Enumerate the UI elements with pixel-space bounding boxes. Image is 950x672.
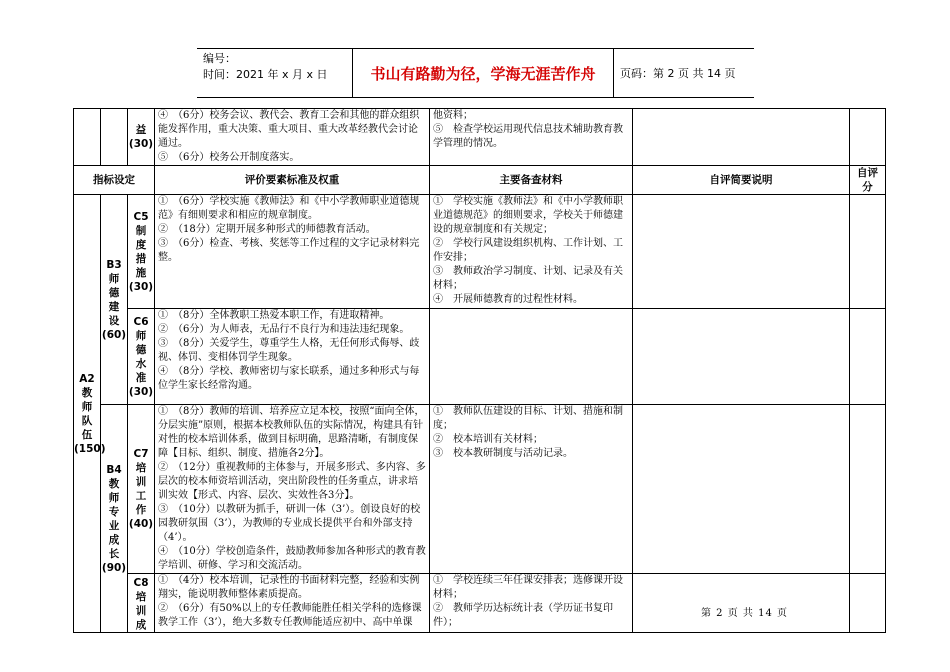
b4-label: B4 教 师 专 业 成 长 (90) [101,405,128,633]
self-eval-cell [633,109,850,166]
time-label: 时间：2021 年 x 月 x 日 [203,68,328,81]
c7-label: C7 培 训 工 作 (40) [128,405,155,574]
c-label-continued: 益 (30) [128,109,155,166]
page-footer: 第 2 页 共 14 页 [701,608,788,619]
evaluation-table [73,108,886,633]
col-header-indicator: 指标设定 [74,166,155,195]
header-motto: 书山有路勤为径，学海无涯苦作舟 [353,49,614,97]
table-row-c5 [74,195,886,309]
self-eval-cell [633,405,850,574]
table-row-c8 [74,574,886,633]
self-eval-cell [633,574,850,633]
score-cell [850,405,886,574]
col-header-criteria: 评价要素标准及权重 [155,166,430,195]
table-row-c6 [74,309,886,405]
score-cell [850,109,886,166]
materials-cell [430,309,633,405]
materials-cell: 他资料； ⑤ 检查学校运用现代信息技术辅助教育教学管理的情况。 [430,109,633,166]
criteria-cell: ① （8分）教师的培训、培养应立足本校，按照“面向全体，分层实施”原则，根据本校教师队伍的实际情况，构建具有针对性的校本培训体系，做到目标明确，思路清晰，有制度保障【目标、组织、制度、措施各2分】。 ② （12分）重视教师的主体参与，开展多形式、多内容、多层次的校本师资培训活动，突出阶段性的任务重点，讲求培训实效【形式、内容、层次、实效性各3分】。 ③ （10分）以教研为抓手，研训一体（3’）。创设良好的校园教研氛围（3’），为教师的专业成长提供平台和外部支持（4’）。 ④ （10分）学校创造条件，鼓励教师参加各种形式的教育教学培训、研修、学习和交流活动。 [155,405,430,574]
table-row [74,109,886,166]
header-row [74,166,886,195]
c8-label: C8 培 训 成 [128,574,155,633]
self-eval-cell [633,309,850,405]
materials-cell: ① 学校连续三年任课安排表；选修课开设材料； ② 教师学历达标统计表（学历证书复印件）； [430,574,633,633]
col-header-self-eval: 自评简要说明 [633,166,850,195]
col-header-score: 自评分 [850,166,886,195]
header-meta [197,49,353,97]
self-eval-cell [633,195,850,309]
score-cell [850,574,886,633]
materials-cell: ① 学校实施《教师法》和《中小学教师职业道德规范》的细则要求，学校关于师德建设的规章制度和有关规定； ② 学校行风建设组织机构、工作计划、工作安排； ③ 教师政治学习制度、计划、记录及有关材料； ④ 开展师德教育的过程性材料。 [430,195,633,309]
table-row-c7 [74,405,886,574]
criteria-cell: ① （6分）学校实施《教师法》和《中小学教师职业道德规范》有细则要求和相应的规章制度。 ② （18分）定期开展多种形式的师德教育活动。 ③ （6分）检查、考核、奖惩等工作过程的文字记录材料完整。 [155,195,430,309]
b3-label: B3 师 德 建 设 (60) [101,195,128,405]
number-label: 编号： [203,52,236,65]
col-header-materials: 主要备查材料 [430,166,633,195]
score-cell [850,309,886,405]
c6-label: C6 师 德 水 准 (30) [128,309,155,405]
criteria-cell: ① （4分）校本培训，记录性的书面材料完整，经验和实例翔实，能说明教师整体素质提高。 ② （6分）有50%以上的专任教师能胜任相关学科的选修课教学工作（3’），绝大多数专任教师能适应初中、高中单课 [155,574,430,633]
materials-cell: ① 教师队伍建设的目标、计划、措施和制度； ② 校本培训有关材料； ③ 校本教研制度与活动记录。 [430,405,633,574]
a2-label: A2 教 师 队 伍 (150) [74,195,101,633]
header-page-label: 页码：第 2 页 共 14 页 [620,67,736,80]
criteria-cell: ① （8分）全体教职工热爱本职工作，有进取精神。 ② （6分）为人师表，无品行不良行为和违法违纪现象。 ③ （8分）关爱学生，尊重学生人格，无任何形式侮辱、歧视、体罚、变相体罚学生现象。 ④ （8分）学校、教师密切与家长联系，通过多种形式与每位学生家长经常沟通。 [155,309,430,405]
criteria-cell: ④ （6分）校务会议、教代会、教育工会和其他的群众组织能发挥作用，重大决策、重大项目、重大改革经教代会讨论通过。 ⑤ （6分）校务公开制度落实。 [155,109,430,166]
c5-label: C5 制 度 措 施 (30) [128,195,155,309]
page-header [197,48,754,98]
score-cell [850,195,886,309]
